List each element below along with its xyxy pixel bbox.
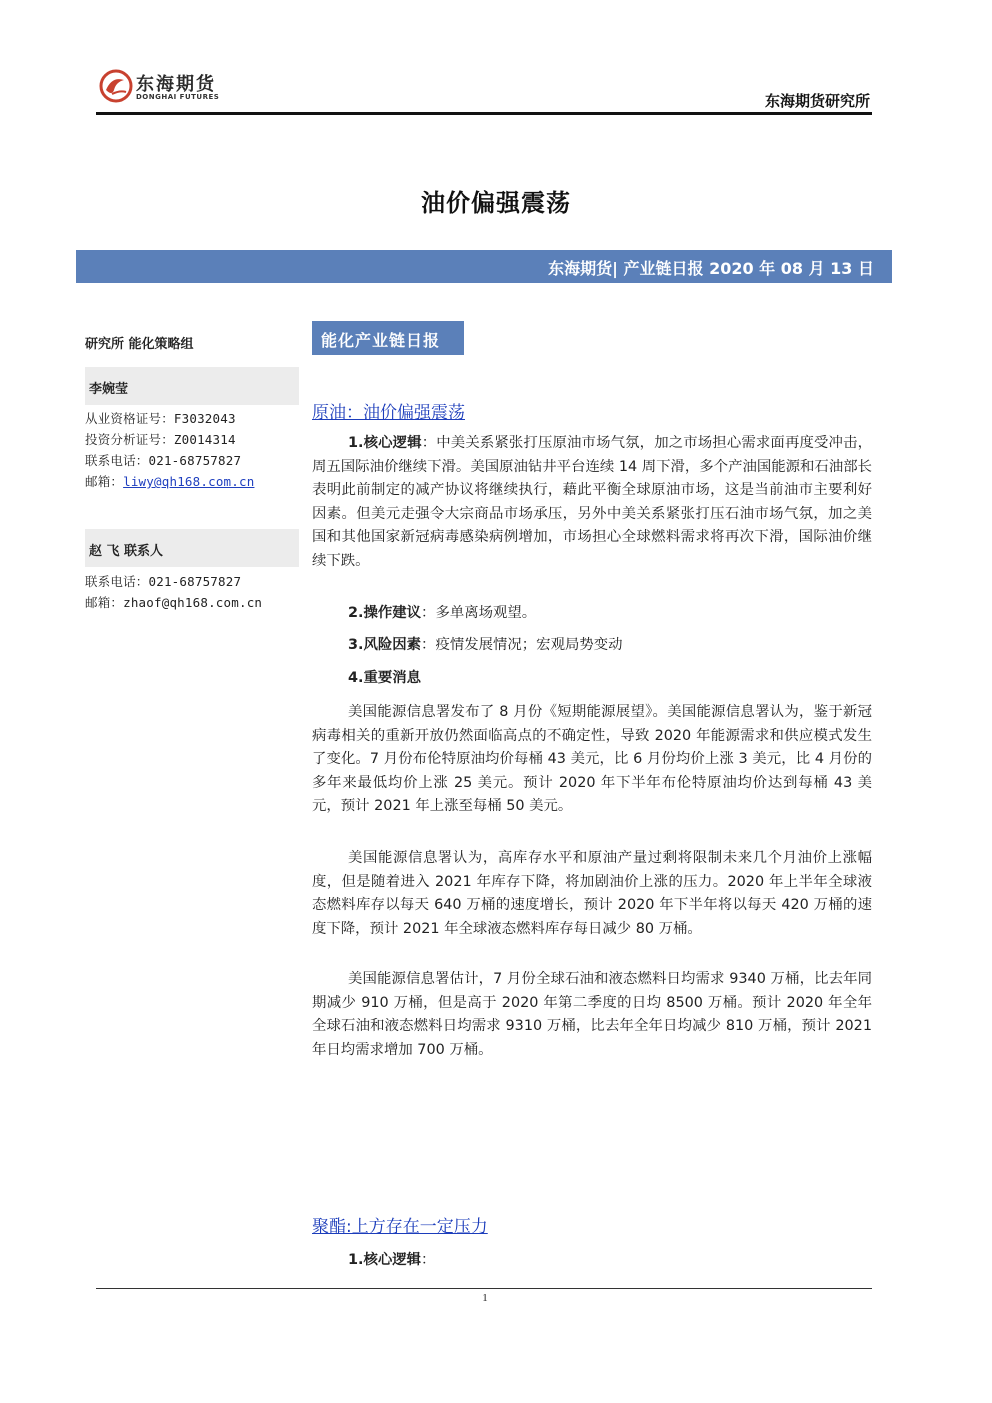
news-text: 美国能源信息署估计，7 月份全球石油和液态燃料日均需求 9340 万桶，比去年同期减少 910 万桶，但是高于 2020 年第二季度的日均 8500 万桶。预计 2020 年全年全球石油和液态燃料日均需求 9310 万桶，比去年全年日均减少 810 万桶，预计 2021 年日均需求增加 700 万桶。 [312,971,872,1058]
sidebar-org: 研究所 能化策略组 [85,337,194,352]
contact-email: 邮箱：zhaof@qh168.com.cn [85,595,263,610]
logic-label: 1.核心逻辑 [348,435,422,451]
analyst-email-line [85,472,254,490]
analyst-name: 李婉莹 [89,382,129,397]
company-logo [98,66,238,108]
logo-en-text: DONGHAI FUTURES [136,93,220,101]
news-paragraph [312,701,872,819]
banner-text: 东海期货| 产业链日报 2020 年 08 月 13 日 [548,259,874,278]
report-banner [76,250,892,283]
advice-label: 2.操作建议 [348,605,422,621]
advice-item [312,602,872,626]
crude-logic-paragraph [312,432,872,574]
analyst-cert-line: 从业资格证号：F3032043 [85,411,236,426]
analyst-name-band [85,367,299,405]
analyst-cert-line: 投资分析证号：Z0014314 [85,432,236,447]
report-title: 油价偏强震荡 [421,189,571,217]
email-link[interactable]: liwy@qh168.com.cn [123,474,255,489]
news-paragraph [312,968,872,1062]
contact-name-band [85,529,299,567]
news-text: 美国能源信息署认为，高库存水平和原油产量过剩将限制未来几个月油价上涨幅度，但是随着进入 2021 年库存下降，将加剧油价上涨的压力。2020 年上半年全球液态燃料库存以每天 640 万桶的速度增长，预计 2020 年下半年将以每天 420 万桶的速度下降，预计 2021 年全球液态燃料库存每日减少 80 万桶。 [312,850,872,937]
donghai-logo-icon [98,68,134,104]
footer-divider [96,1288,872,1289]
contact-name: 赵 飞 联系人 [89,544,164,559]
polyester-logic [312,1249,872,1273]
crude-logic [312,432,872,574]
risk-item [312,634,872,658]
crude-risk [312,634,872,658]
news-label: 4.重要消息 [348,670,422,686]
page-number: 1 [482,1292,488,1304]
email-label: 邮箱： [85,474,124,489]
section-tag-label: 能化产业链日报 [321,331,441,350]
advice-text: ：多单离场观望。 [421,605,537,621]
news-text: 美国能源信息署发布了 8 月份《短期能源展望》。美国能源信息署认为，鉴于新冠病毒相关的重新开放仍然面临高点的不确定性，导致 2020 年能源需求和供应模式发生了变化。7 月份布伦特原油均价每桶 43 美元，比 6 月份均价上涨 3 美元，比 4 月份的多年来最低均价上涨 25 美元。预计 2020 年下半年布伦特原油均价达到每桶 43 美元，预计 2021 年上涨至每桶 50 美元。 [312,704,872,815]
polyester-logic-text: ： [421,1252,436,1268]
risk-text: ：疫情发展情况；宏观局势变动 [421,637,623,653]
contact-phone: 联系电话：021-68757827 [85,574,242,589]
section-tag [312,321,464,355]
news-paragraph [312,847,872,941]
crude-advice [312,602,872,626]
crude-heading-link[interactable]: 原油：油价偏强震荡 [312,403,465,423]
polyester-heading-link[interactable]: 聚酯:上方存在一定压力 [312,1217,488,1237]
header-org: 东海期货研究所 [764,92,870,110]
analyst-phone: 联系电话：021-68757827 [85,453,242,468]
crude-news-heading [312,667,872,691]
logo-cn-text: 东海期货 [136,74,216,95]
header-divider [96,112,872,115]
polyester-logic-label: 1.核心逻辑 [348,1252,422,1268]
logic-text: ：中美关系紧张打压原油市场气氛，加之市场担心需求面再度受冲击，周五国际油价继续下滑。美国原油钻井平台连续 14 周下滑，多个产油国能源和石油部长表明此前制定的减产协议将继续执行，藉此平衡全球原油市场，这是当前油市主要利好因素。但美元走强令大宗商品市场承压，另外中美关系紧张打压石油市场气氛，加之美国和其他国家新冠病毒感染病例增加，市场担心全球燃料需求将再次下滑，国际油价继续下跌。 [312,435,872,569]
risk-label: 3.风险因素 [348,637,422,653]
